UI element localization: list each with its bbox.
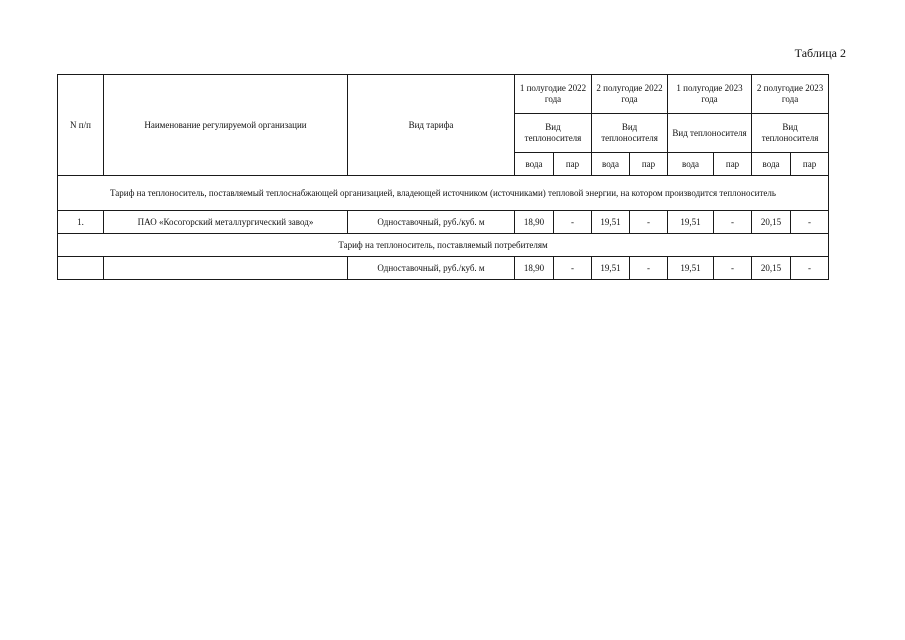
value-cell: 19,51 bbox=[592, 211, 630, 234]
table-row bbox=[58, 257, 829, 280]
value-cell: - bbox=[554, 257, 592, 280]
header-tariff-type: Вид тарифа bbox=[348, 75, 515, 176]
header-steam-4: пар bbox=[791, 153, 829, 176]
header-water-4: вода bbox=[752, 153, 791, 176]
value-cell: - bbox=[630, 257, 668, 280]
header-water-3: вода bbox=[668, 153, 714, 176]
table-caption: Таблица 2 bbox=[794, 46, 846, 60]
header-carrier-4: Вид теплоносителя bbox=[752, 114, 829, 153]
value-cell: - bbox=[791, 211, 829, 234]
row-num: 1. bbox=[58, 211, 104, 234]
row-tariff-type: Одноставочный, руб./куб. м bbox=[348, 211, 515, 234]
header-carrier-3: Вид теплоносителя bbox=[668, 114, 752, 153]
header-period-2: 2 полугодие 2022 года bbox=[592, 75, 668, 114]
row-organization bbox=[104, 257, 348, 280]
value-cell: 20,15 bbox=[752, 257, 791, 280]
header-water-2: вода bbox=[592, 153, 630, 176]
tariff-table bbox=[57, 74, 829, 280]
section-title-consumers: Тариф на теплоноситель, поставляемый потребителям bbox=[58, 234, 829, 257]
header-steam-3: пар bbox=[714, 153, 752, 176]
value-cell: 18,90 bbox=[515, 211, 554, 234]
header-steam-2: пар bbox=[630, 153, 668, 176]
header-water-1: вода bbox=[515, 153, 554, 176]
header-carrier-2: Вид теплоносителя bbox=[592, 114, 668, 153]
row-organization: ПАО «Косогорский металлургический завод» bbox=[104, 211, 348, 234]
header-period-4: 2 полугодие 2023 года bbox=[752, 75, 829, 114]
value-cell: - bbox=[714, 257, 752, 280]
row-num bbox=[58, 257, 104, 280]
header-steam-1: пар bbox=[554, 153, 592, 176]
table-row bbox=[58, 211, 829, 234]
header-num: N п/п bbox=[58, 75, 104, 176]
value-cell: - bbox=[630, 211, 668, 234]
header-organization: Наименование регулируемой организации bbox=[104, 75, 348, 176]
row-tariff-type: Одноставочный, руб./куб. м bbox=[348, 257, 515, 280]
value-cell: - bbox=[554, 211, 592, 234]
value-cell: 20,15 bbox=[752, 211, 791, 234]
header-period-3: 1 полугодие 2023 года bbox=[668, 75, 752, 114]
header-carrier-1: Вид теплоносителя bbox=[515, 114, 592, 153]
value-cell: 18,90 bbox=[515, 257, 554, 280]
value-cell: 19,51 bbox=[668, 257, 714, 280]
header-period-1: 1 полугодие 2022 года bbox=[515, 75, 592, 114]
section-title-supplier: Тариф на теплоноситель, поставляемый теплоснабжающей организацией, владеющей источником (источниками) тепловой энергии, на котором производится теплоноситель bbox=[58, 176, 829, 211]
value-cell: - bbox=[791, 257, 829, 280]
value-cell: - bbox=[714, 211, 752, 234]
value-cell: 19,51 bbox=[668, 211, 714, 234]
value-cell: 19,51 bbox=[592, 257, 630, 280]
